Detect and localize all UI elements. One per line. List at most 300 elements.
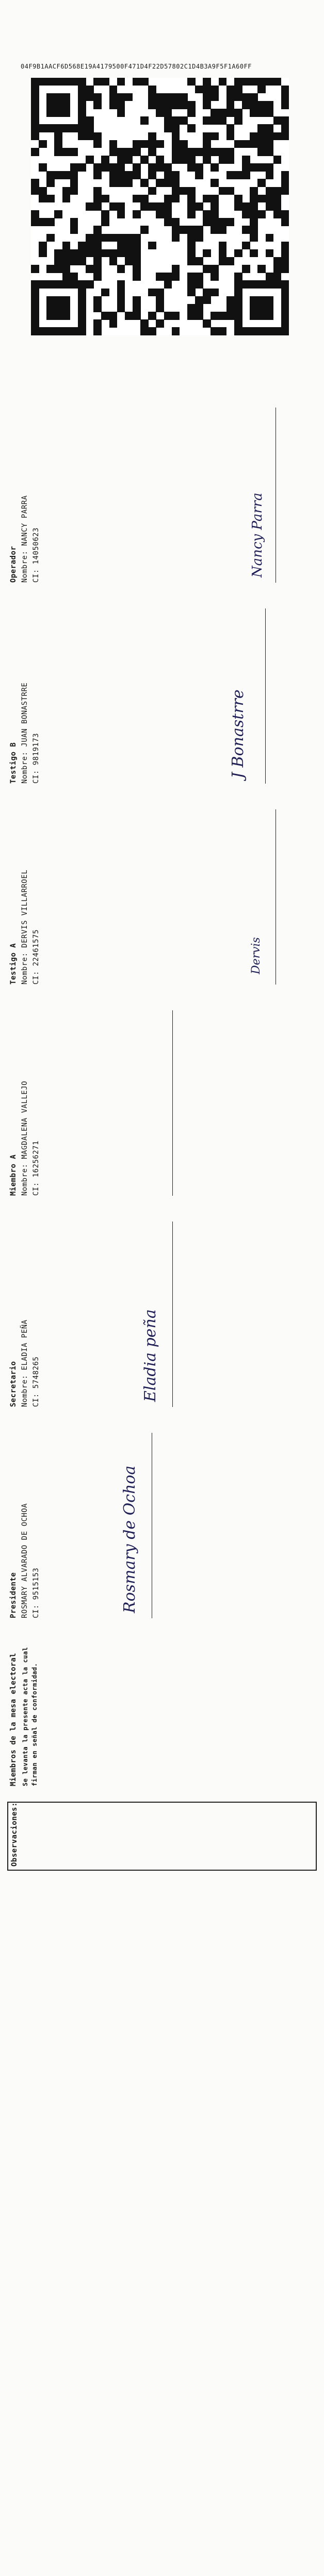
qr-module bbox=[156, 156, 164, 164]
qr-module bbox=[281, 179, 289, 187]
qr-module bbox=[86, 124, 94, 132]
witness-a-signature: Dervis bbox=[250, 937, 263, 974]
qr-module bbox=[46, 265, 55, 273]
qr-module bbox=[133, 210, 141, 218]
qr-module bbox=[226, 312, 235, 320]
qr-module bbox=[62, 280, 71, 289]
qr-module bbox=[109, 249, 118, 258]
qr-module bbox=[172, 273, 180, 281]
qr-module bbox=[109, 312, 118, 320]
qr-module bbox=[195, 202, 203, 211]
qr-module bbox=[46, 218, 55, 226]
qr-module bbox=[133, 195, 141, 203]
qr-module bbox=[281, 242, 289, 250]
qr-module bbox=[125, 93, 133, 101]
qr-module bbox=[70, 148, 78, 156]
qr-module bbox=[78, 101, 86, 109]
witness-a-name: Nombre: DERVIS VILLARROEL bbox=[21, 869, 29, 985]
qr-module bbox=[250, 109, 258, 117]
qr-module bbox=[31, 109, 39, 117]
qr-module bbox=[70, 124, 78, 132]
qr-module bbox=[226, 304, 235, 312]
qr-module bbox=[109, 140, 118, 148]
qr-module bbox=[273, 187, 282, 195]
qr-module bbox=[70, 78, 78, 86]
qr-module bbox=[117, 242, 125, 250]
member-a-name: Nombre: MAGDALENA VALLEJO bbox=[21, 1080, 29, 1196]
qr-module bbox=[210, 312, 219, 320]
qr-module bbox=[117, 109, 125, 117]
qr-module bbox=[86, 93, 94, 101]
qr-module bbox=[62, 78, 71, 86]
qr-module bbox=[78, 124, 86, 132]
qr-module bbox=[70, 171, 78, 179]
qr-module bbox=[281, 257, 289, 265]
qr-module bbox=[117, 249, 125, 258]
qr-module bbox=[70, 163, 78, 172]
qr-module bbox=[203, 156, 211, 164]
qr-module bbox=[187, 124, 196, 132]
qr-module bbox=[164, 93, 172, 101]
secretary-id: CI: 5748265 bbox=[32, 1356, 40, 1407]
president-label: Presidente bbox=[9, 1572, 18, 1618]
qr-module bbox=[172, 132, 180, 141]
qr-module bbox=[234, 93, 242, 101]
qr-module bbox=[125, 171, 133, 179]
qr-module bbox=[257, 132, 266, 141]
qr-module bbox=[140, 195, 149, 203]
qr-module bbox=[109, 86, 118, 94]
qr-module bbox=[140, 140, 149, 148]
qr-module bbox=[210, 163, 219, 172]
qr-module bbox=[31, 304, 39, 312]
qr-module bbox=[242, 140, 250, 148]
qr-module bbox=[219, 218, 227, 226]
qr-module bbox=[86, 265, 94, 273]
qr-module bbox=[148, 202, 156, 211]
qr-module bbox=[93, 296, 102, 304]
qr-module bbox=[46, 109, 55, 117]
qr-module bbox=[195, 296, 203, 304]
qr-module bbox=[93, 234, 102, 242]
qr-module bbox=[39, 280, 47, 289]
qr-module bbox=[250, 93, 258, 101]
qr-module bbox=[93, 257, 102, 265]
qr-module bbox=[226, 124, 235, 132]
operator-signature: Nancy Parra bbox=[250, 493, 265, 578]
qr-module bbox=[281, 132, 289, 141]
qr-module bbox=[187, 163, 196, 172]
qr-module bbox=[281, 327, 289, 335]
qr-module bbox=[266, 163, 274, 172]
qr-module bbox=[156, 163, 164, 172]
qr-module bbox=[156, 179, 164, 187]
qr-module bbox=[86, 156, 94, 164]
qr-module bbox=[266, 312, 274, 320]
qr-module bbox=[101, 163, 109, 172]
qr-module bbox=[86, 86, 94, 94]
qr-module bbox=[187, 273, 196, 281]
qr-module bbox=[31, 187, 39, 195]
qr-module bbox=[140, 202, 149, 211]
qr-module bbox=[273, 265, 282, 273]
qr-module bbox=[54, 280, 62, 289]
act-hash: 04F9B1AACF6D568E19A4179500F471D4F22D57802C1D4B3A9F5F1A60FF bbox=[21, 63, 252, 70]
qr-module bbox=[250, 234, 258, 242]
qr-module bbox=[31, 289, 39, 297]
qr-module bbox=[93, 187, 102, 195]
qr-module bbox=[31, 78, 39, 86]
qr-module bbox=[148, 93, 156, 101]
qr-module bbox=[203, 140, 211, 148]
qr-module bbox=[54, 140, 62, 148]
qr-module bbox=[93, 304, 102, 312]
qr-module bbox=[39, 218, 47, 226]
qr-module bbox=[281, 312, 289, 320]
qr-module bbox=[234, 195, 242, 203]
qr-module bbox=[219, 312, 227, 320]
qr-module bbox=[78, 109, 86, 117]
qr-module bbox=[203, 93, 211, 101]
qr-module bbox=[234, 249, 242, 258]
qr-module bbox=[78, 78, 86, 86]
qr-module bbox=[257, 179, 266, 187]
witness-a-label: Testigo A bbox=[9, 943, 18, 985]
qr-module bbox=[250, 249, 258, 258]
qr-module bbox=[257, 265, 266, 273]
qr-module bbox=[93, 93, 102, 101]
qr-module bbox=[180, 226, 188, 234]
qr-module bbox=[242, 101, 250, 109]
member-a-block bbox=[7, 1000, 317, 1196]
qr-module bbox=[117, 171, 125, 179]
qr-module bbox=[164, 101, 172, 109]
qr-module bbox=[219, 148, 227, 156]
votes-table bbox=[7, 1876, 317, 2576]
president-name: ROSMARY ALVARADO DE OCHOA bbox=[21, 1503, 29, 1618]
qr-module bbox=[250, 226, 258, 234]
qr-module bbox=[164, 116, 172, 125]
qr-module bbox=[117, 202, 125, 211]
qr-module bbox=[203, 265, 211, 273]
qr-module bbox=[187, 280, 196, 289]
qr-module bbox=[86, 234, 94, 242]
qr-module bbox=[46, 124, 55, 132]
qr-module bbox=[31, 280, 39, 289]
qr-module bbox=[101, 289, 109, 297]
qr-module bbox=[234, 312, 242, 320]
qr-module bbox=[31, 124, 39, 132]
qr-module bbox=[39, 124, 47, 132]
qr-module bbox=[242, 280, 250, 289]
qr-module bbox=[250, 304, 258, 312]
qr-module bbox=[219, 156, 227, 164]
qr-module bbox=[109, 234, 118, 242]
qr-module bbox=[78, 289, 86, 297]
qr-module bbox=[54, 210, 62, 218]
qr-module bbox=[109, 179, 118, 187]
qr-module bbox=[86, 249, 94, 258]
qr-module bbox=[219, 257, 227, 265]
qr-module bbox=[125, 148, 133, 156]
qr-module bbox=[266, 327, 274, 335]
qr-module bbox=[86, 132, 94, 141]
qr-module bbox=[46, 179, 55, 187]
qr-module bbox=[195, 234, 203, 242]
qr-module bbox=[250, 78, 258, 86]
qr-module bbox=[93, 202, 102, 211]
qr-module bbox=[203, 86, 211, 94]
qr-module bbox=[93, 242, 102, 250]
qr-module bbox=[54, 171, 62, 179]
qr-module bbox=[62, 242, 71, 250]
qr-module bbox=[156, 319, 164, 328]
qr-module bbox=[250, 210, 258, 218]
witness-b-signature-line bbox=[265, 608, 266, 784]
qr-module bbox=[54, 101, 62, 109]
qr-module bbox=[226, 86, 235, 94]
qr-module bbox=[257, 296, 266, 304]
members-legend: Se levanta la presente acta la cual firman en señal de conformidad. bbox=[22, 1647, 38, 1786]
qr-module bbox=[172, 124, 180, 132]
qr-module bbox=[187, 304, 196, 312]
qr-module bbox=[62, 93, 71, 101]
qr-module bbox=[62, 249, 71, 258]
qr-module bbox=[250, 280, 258, 289]
qr-module bbox=[109, 171, 118, 179]
qr-module bbox=[125, 312, 133, 320]
qr-module bbox=[109, 257, 118, 265]
qr-module bbox=[266, 195, 274, 203]
qr-module bbox=[31, 296, 39, 304]
qr-module bbox=[180, 156, 188, 164]
qr-module bbox=[210, 179, 219, 187]
witness-b-signature: J Bonastrre bbox=[229, 689, 247, 778]
qr-module bbox=[281, 171, 289, 179]
qr-module bbox=[281, 319, 289, 328]
qr-module bbox=[101, 249, 109, 258]
qr-module bbox=[180, 93, 188, 101]
qr-module bbox=[187, 156, 196, 164]
qr-module bbox=[187, 210, 196, 218]
qr-module bbox=[101, 218, 109, 226]
qr-module bbox=[148, 132, 156, 141]
qr-module bbox=[54, 296, 62, 304]
qr-module bbox=[125, 249, 133, 258]
qr-module bbox=[164, 202, 172, 211]
qr-module bbox=[219, 249, 227, 258]
qr-module bbox=[109, 148, 118, 156]
qr-module bbox=[93, 163, 102, 172]
qr-module bbox=[187, 226, 196, 234]
secretary-label: Secretario bbox=[9, 1361, 18, 1407]
secretary-signature: Eladia peña bbox=[141, 1309, 159, 1402]
qr-module bbox=[39, 327, 47, 335]
qr-module bbox=[257, 312, 266, 320]
qr-module bbox=[62, 101, 71, 109]
qr-module bbox=[250, 195, 258, 203]
qr-module bbox=[31, 265, 39, 273]
qr-module bbox=[172, 116, 180, 125]
qr-module bbox=[195, 304, 203, 312]
qr-module bbox=[78, 304, 86, 312]
qr-module bbox=[133, 273, 141, 281]
qr-module bbox=[180, 140, 188, 148]
qr-module bbox=[78, 312, 86, 320]
qr-module bbox=[242, 327, 250, 335]
qr-module bbox=[54, 124, 62, 132]
qr-module bbox=[70, 218, 78, 226]
president-block bbox=[7, 1422, 317, 1618]
qr-module bbox=[234, 116, 242, 125]
qr-module bbox=[273, 202, 282, 211]
qr-module bbox=[281, 187, 289, 195]
qr-module bbox=[39, 140, 47, 148]
qr-module bbox=[281, 93, 289, 101]
qr-module bbox=[62, 109, 71, 117]
qr-module bbox=[266, 280, 274, 289]
qr-module bbox=[62, 148, 71, 156]
president-id: CI: 9515153 bbox=[32, 1567, 40, 1618]
qr-module bbox=[219, 327, 227, 335]
secretary-name: Nombre: ELADIA PEÑA bbox=[21, 1319, 29, 1407]
qr-module bbox=[54, 148, 62, 156]
qr-module bbox=[93, 132, 102, 141]
qr-module bbox=[148, 148, 156, 156]
qr-module bbox=[195, 148, 203, 156]
qr-module bbox=[39, 187, 47, 195]
qr-module bbox=[250, 202, 258, 211]
qr-module bbox=[172, 312, 180, 320]
qr-module bbox=[250, 327, 258, 335]
qr-module bbox=[210, 86, 219, 94]
qr-module bbox=[203, 289, 211, 297]
qr-module bbox=[156, 273, 164, 281]
qr-module bbox=[156, 93, 164, 101]
qr-module bbox=[226, 132, 235, 141]
qr-module bbox=[140, 156, 149, 164]
qr-module bbox=[219, 187, 227, 195]
qr-module bbox=[273, 156, 282, 164]
qr-module bbox=[164, 280, 172, 289]
qr-module bbox=[281, 296, 289, 304]
qr-module bbox=[148, 86, 156, 94]
qr-module bbox=[187, 148, 196, 156]
qr-module bbox=[195, 312, 203, 320]
qr-module bbox=[266, 78, 274, 86]
qr-module bbox=[117, 234, 125, 242]
qr-module bbox=[62, 195, 71, 203]
qr-module bbox=[125, 242, 133, 250]
qr-module bbox=[46, 101, 55, 109]
qr-module bbox=[133, 249, 141, 258]
qr-module bbox=[266, 124, 274, 132]
qr-module bbox=[266, 187, 274, 195]
qr-module bbox=[187, 101, 196, 109]
qr-module bbox=[46, 78, 55, 86]
qr-module bbox=[101, 312, 109, 320]
qr-module bbox=[281, 265, 289, 273]
qr-module bbox=[133, 140, 141, 148]
qr-module bbox=[148, 327, 156, 335]
qr-module bbox=[31, 327, 39, 335]
qr-module bbox=[140, 327, 149, 335]
qr-module bbox=[62, 124, 71, 132]
qr-module bbox=[31, 86, 39, 94]
qr-module bbox=[39, 195, 47, 203]
qr-module bbox=[257, 101, 266, 109]
qr-module bbox=[93, 319, 102, 328]
witness-b-block bbox=[7, 598, 317, 784]
qr-module bbox=[266, 304, 274, 312]
qr-module bbox=[242, 226, 250, 234]
qr-module bbox=[203, 78, 211, 86]
qr-module bbox=[133, 148, 141, 156]
qr-module bbox=[133, 234, 141, 242]
qr-module bbox=[125, 179, 133, 187]
qr-module bbox=[195, 163, 203, 172]
qr-module bbox=[54, 304, 62, 312]
qr-module bbox=[117, 280, 125, 289]
qr-module bbox=[187, 202, 196, 211]
qr-module bbox=[156, 210, 164, 218]
qr-module bbox=[226, 187, 235, 195]
qr-module bbox=[133, 304, 141, 312]
qr-module bbox=[273, 116, 282, 125]
qr-module bbox=[54, 312, 62, 320]
qr-module bbox=[234, 202, 242, 211]
member-a-signature-line bbox=[172, 1010, 173, 1196]
qr-module bbox=[234, 78, 242, 86]
qr-module bbox=[70, 187, 78, 195]
qr-module bbox=[46, 195, 55, 203]
qr-module bbox=[31, 218, 39, 226]
qr-module bbox=[54, 109, 62, 117]
qr-module bbox=[187, 242, 196, 250]
qr-module bbox=[109, 163, 118, 172]
qr-module bbox=[164, 124, 172, 132]
qr-module bbox=[78, 132, 86, 141]
qr-module bbox=[250, 218, 258, 226]
qr-module bbox=[257, 163, 266, 172]
qr-module bbox=[187, 234, 196, 242]
qr-module bbox=[257, 140, 266, 148]
qr-module bbox=[172, 187, 180, 195]
qr-module bbox=[281, 218, 289, 226]
qr-module bbox=[109, 319, 118, 328]
qr-module bbox=[133, 257, 141, 265]
qr-module bbox=[133, 171, 141, 179]
qr-module bbox=[31, 179, 39, 187]
qr-module bbox=[242, 163, 250, 172]
qr-module bbox=[210, 116, 219, 125]
qr-module bbox=[187, 312, 196, 320]
qr-module bbox=[203, 195, 211, 203]
qr-module bbox=[210, 132, 219, 141]
qr-module bbox=[210, 273, 219, 281]
qr-module bbox=[281, 116, 289, 125]
qr-module bbox=[242, 156, 250, 164]
qr-module bbox=[234, 319, 242, 328]
qr-module bbox=[140, 78, 149, 86]
qr-module bbox=[210, 93, 219, 101]
qr-module bbox=[117, 156, 125, 164]
qr-module bbox=[31, 210, 39, 218]
qr-module bbox=[46, 304, 55, 312]
qr-module bbox=[266, 296, 274, 304]
qr-module bbox=[250, 163, 258, 172]
qr-module bbox=[281, 249, 289, 258]
